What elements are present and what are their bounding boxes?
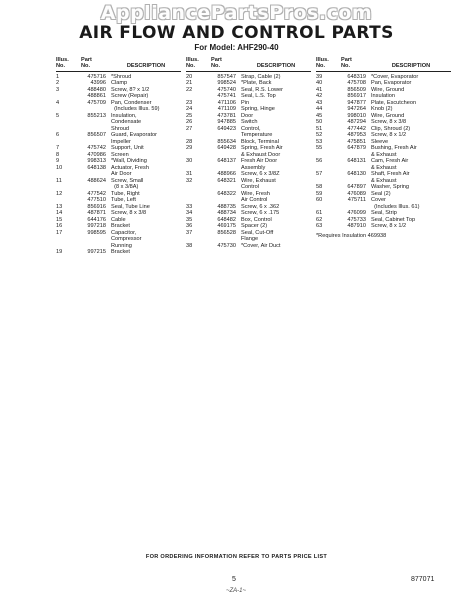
part-number: 475711 <box>347 197 366 204</box>
illus-number: 11 <box>56 177 62 184</box>
illus-number: 3 <box>56 86 60 93</box>
illus-header-line-1: Illus. <box>316 57 329 63</box>
description-header: DESCRIPTION <box>391 63 431 70</box>
part-number: 475730 <box>217 242 236 249</box>
page-number: 5 <box>232 576 236 583</box>
part-number: 648322 <box>217 190 236 197</box>
part-number: 856917 <box>347 93 366 100</box>
illus-number: 1 <box>56 73 60 80</box>
part-description: Actuator, Fresh <box>111 164 149 171</box>
part-description: *Cover, Evaporator <box>371 73 419 80</box>
illus-header-line-1: Illus. <box>56 57 69 63</box>
illus-number: 4 <box>56 99 60 106</box>
parts-column-3 <box>316 57 451 239</box>
part-number: 998313 <box>87 158 106 165</box>
part-number: 648131 <box>347 158 366 165</box>
part-description: Flange <box>241 236 259 243</box>
part-description: Seal, Strip <box>371 210 397 217</box>
part-number: 648321 <box>217 177 236 184</box>
part-number: 475716 <box>87 73 106 80</box>
part-number: 469175 <box>217 223 236 230</box>
part-description: Bracket <box>111 249 130 256</box>
handwritten-mark: ~ZA-1~ <box>226 588 247 594</box>
illus-number: 58 <box>316 184 323 191</box>
illus-number: 39 <box>316 73 323 80</box>
part-number: 488861 <box>87 93 106 100</box>
illus-number: 6 <box>56 132 60 139</box>
part-description: Box, Control <box>241 216 272 223</box>
part-number: 647897 <box>347 184 366 191</box>
part-description: Seal, L.S. Top <box>241 93 276 100</box>
part-description: Pan, Condenser <box>111 99 152 106</box>
illus-number: 55 <box>316 145 323 152</box>
part-description: Insulation, <box>111 112 137 119</box>
part-header-line-2: No. <box>81 63 91 70</box>
part-number: 475741 <box>217 93 236 100</box>
part-number: 947885 <box>217 119 236 126</box>
illus-number: 19 <box>56 249 63 256</box>
part-number: 649428 <box>217 145 236 152</box>
part-number: 471106 <box>217 99 236 106</box>
illus-number: 17 <box>56 229 63 236</box>
part-number: 487953 <box>347 132 366 139</box>
part-number: 475740 <box>217 86 236 93</box>
illus-number: 61 <box>316 210 323 217</box>
part-number: 43996 <box>90 80 106 87</box>
part-description: Temperature <box>241 132 273 139</box>
part-description: Screw, 6 x .362 <box>241 203 280 210</box>
part-description: Seal, Cabinet Top <box>371 216 416 223</box>
part-description: Seal, Cut-Off <box>241 229 274 236</box>
illus-number: 16 <box>56 223 63 230</box>
illus-number: 29 <box>186 145 193 152</box>
part-description: Screw (Repair) <box>111 93 149 100</box>
part-description: *Plate, Back <box>241 80 272 87</box>
part-description: Wire, Ground <box>371 86 405 93</box>
part-no-header <box>81 57 111 70</box>
part-number: 856528 <box>217 229 236 236</box>
illus-number: 10 <box>56 164 63 171</box>
part-description: Sleeve <box>371 138 389 145</box>
illus-number: 37 <box>186 229 193 236</box>
part-description: Plate, Escutcheon <box>371 99 417 106</box>
part-description: Clamp <box>111 80 128 87</box>
part-description: Screw, 6 x 3/8Z <box>241 171 280 178</box>
part-description: Cable <box>111 216 126 223</box>
part-description: Knob (2) <box>371 106 393 113</box>
part-number: 947877 <box>347 99 366 106</box>
part-description: Strap, Cable (2) <box>241 73 281 80</box>
illus-number: 34 <box>186 210 193 217</box>
illus-number: 60 <box>316 197 323 204</box>
illus-number: 62 <box>316 216 323 223</box>
illus-number: 32 <box>186 177 193 184</box>
part-description: Spacer (2) <box>241 223 268 230</box>
part-description: Spring, Hinge <box>241 106 275 113</box>
illus-number: 51 <box>316 125 323 132</box>
watermark: AppliancePartsPros.com <box>100 2 373 24</box>
part-number: 471109 <box>217 106 236 113</box>
part-no-header <box>341 57 371 70</box>
part-number: 648138 <box>87 164 106 171</box>
part-number: 855213 <box>87 112 106 119</box>
part-number: 649423 <box>217 125 236 132</box>
insulation-note: *Requires Insulation 469938 <box>316 232 387 239</box>
part-number: 476089 <box>347 190 366 197</box>
part-description: Bushing, Fresh Air <box>371 145 417 152</box>
part-description: Screw, Small <box>111 177 144 184</box>
illus-number: 27 <box>186 125 193 132</box>
part-number: 475708 <box>347 80 366 87</box>
parts-column-2 <box>186 57 311 249</box>
illus-number: 50 <box>316 119 323 126</box>
part-number: 475733 <box>347 216 366 223</box>
illus-number: 35 <box>186 216 193 223</box>
part-number: 648319 <box>347 73 366 80</box>
illus-no-header <box>186 57 211 70</box>
part-description: Seal (2) <box>371 190 391 197</box>
illus-number: 5 <box>56 112 60 119</box>
part-description: Pan, Evaporator <box>371 80 412 87</box>
illus-number: 21 <box>186 80 193 87</box>
illus-number: 24 <box>186 106 193 113</box>
illus-number: 13 <box>56 203 63 210</box>
illus-number: 7 <box>56 145 60 152</box>
part-description: (Includes Illus. 61) <box>371 203 420 210</box>
part-header-line-1: Part <box>81 57 92 63</box>
part-number: 488480 <box>87 86 106 93</box>
part-header-line-1: Part <box>211 57 222 63</box>
part-description: Capacitor, <box>111 229 137 236</box>
part-description: Shroud <box>111 125 130 132</box>
part-description: Cam, Fresh Air <box>371 158 409 165</box>
part-header-line-2: No. <box>211 63 221 70</box>
parts-row <box>316 223 451 230</box>
part-number: 647879 <box>347 145 366 152</box>
part-number: 488966 <box>217 171 236 178</box>
illus-number: 30 <box>186 158 193 165</box>
illus-no-header <box>316 57 341 70</box>
part-description: Insulation <box>371 93 395 100</box>
part-description: Screw, 8 x 3/8 <box>371 119 407 126</box>
illus-number: 14 <box>56 210 63 217</box>
illus-header-line-1: Illus. <box>186 57 199 63</box>
part-number: 475709 <box>87 99 106 106</box>
illus-number: 33 <box>186 203 193 210</box>
illus-header-line-2: No. <box>56 63 66 70</box>
illus-number: 59 <box>316 190 323 197</box>
part-description: & Exhaust <box>371 151 397 158</box>
part-description: & Exhaust <box>371 164 397 171</box>
illus-number: 53 <box>316 138 323 145</box>
part-description: Screw, 8 x 3/8 <box>111 210 147 217</box>
part-description: Condensate <box>111 119 142 126</box>
part-description: Screw, 6 x .175 <box>241 210 280 217</box>
illus-number: 52 <box>316 132 323 139</box>
part-description: Pin <box>241 99 250 106</box>
illus-number: 43 <box>316 99 323 106</box>
part-description: Spring, Fresh Air <box>241 145 283 152</box>
part-description: Door <box>241 112 254 119</box>
part-number: 477510 <box>87 197 106 204</box>
illus-number: 23 <box>186 99 193 106</box>
part-number: 470986 <box>87 151 106 158</box>
illus-no-header <box>56 57 81 70</box>
part-number: 856916 <box>87 203 106 210</box>
part-number: 648482 <box>217 216 236 223</box>
illus-number: 26 <box>186 119 193 126</box>
part-description: Screw, 8 x 1/2 <box>371 223 407 230</box>
part-description: Shaft, Fresh Air <box>371 171 410 178</box>
part-number: 644176 <box>87 216 106 223</box>
part-number: 475851 <box>347 138 366 145</box>
part-description: Wire, Ground <box>371 112 405 119</box>
part-description: Air Control <box>241 197 268 204</box>
illus-number: 44 <box>316 106 323 113</box>
part-description: & Exhaust <box>371 177 397 184</box>
column-header <box>186 57 311 72</box>
part-number: 473781 <box>217 112 236 119</box>
part-number: 998524 <box>217 80 236 87</box>
part-description: Control, <box>241 125 261 132</box>
illus-number: 31 <box>186 171 193 178</box>
part-description: Compressor <box>111 236 142 243</box>
part-description: *Cover, Air Duct <box>241 242 281 249</box>
part-description: Tube, Left <box>111 197 136 204</box>
part-header-line-1: Part <box>341 57 352 63</box>
illus-number: 25 <box>186 112 193 119</box>
part-description: Tube, Right <box>111 190 140 197</box>
part-no-header <box>211 57 241 70</box>
part-description: Bracket <box>111 223 130 230</box>
part-header-line-2: No. <box>341 63 351 70</box>
illus-number: 15 <box>56 216 63 223</box>
illus-number: 38 <box>186 242 193 249</box>
illus-number: 8 <box>56 151 60 158</box>
part-number: 487294 <box>347 119 366 126</box>
part-description: Wire, Exhaust <box>241 177 276 184</box>
part-number: 477542 <box>87 190 106 197</box>
illus-number: 12 <box>56 190 63 197</box>
part-description: Washer, Spring <box>371 184 410 191</box>
parts-row <box>186 243 311 250</box>
part-description: Fresh Air Door <box>241 158 278 165</box>
part-description: Air Door <box>111 171 132 178</box>
part-number: 475742 <box>87 145 106 152</box>
part-description: *Shroud <box>111 73 132 80</box>
part-description: Assembly <box>241 164 266 171</box>
illus-number: 57 <box>316 171 323 178</box>
illus-number: 20 <box>186 73 193 80</box>
part-number: 998010 <box>347 112 366 119</box>
part-number: 997215 <box>87 249 106 256</box>
part-number: 648137 <box>217 158 236 165</box>
part-number: 857547 <box>217 73 236 80</box>
part-number: 487871 <box>87 210 106 217</box>
part-description: Screw, 8 x 1/2 <box>371 132 407 139</box>
part-description: Screw, 8? x 1/2 <box>111 86 150 93</box>
part-number: 997218 <box>87 223 106 230</box>
model-subtitle: For Model: AHF290-40 <box>194 43 279 52</box>
part-number: 648130 <box>347 171 366 178</box>
illus-number: 42 <box>316 93 323 100</box>
description-header: DESCRIPTION <box>256 63 296 70</box>
parts-row <box>56 249 181 256</box>
illus-number: 2 <box>56 80 60 87</box>
illus-number: 56 <box>316 158 323 165</box>
part-description: Seal, R.S. Lower <box>241 86 283 93</box>
part-description: Cover <box>371 197 386 204</box>
part-number: 998595 <box>87 229 106 236</box>
part-number: 855634 <box>217 138 236 145</box>
part-description: (8 x 3/8A) <box>111 184 139 191</box>
description-header: DESCRIPTION <box>126 63 166 70</box>
part-description: Guard, Evaporator <box>111 132 158 139</box>
ordering-footer: FOR ORDERING INFORMATION REFER TO PARTS PRICE LIST <box>145 554 328 560</box>
part-number: 477442 <box>347 125 366 132</box>
illus-number: 41 <box>316 86 323 93</box>
part-description: *Wall, Dividing <box>111 158 147 165</box>
part-description: & Exhaust Door <box>241 151 281 158</box>
part-number: 856507 <box>87 132 106 139</box>
part-number: 487910 <box>347 223 366 230</box>
part-number: 476099 <box>347 210 366 217</box>
part-description: Support, Unit <box>111 145 144 152</box>
part-number: 856509 <box>347 86 366 93</box>
part-number: 488624 <box>87 177 106 184</box>
part-description: Control <box>241 184 260 191</box>
illus-number: 22 <box>186 86 193 93</box>
part-description: Wire, Fresh <box>241 190 270 197</box>
illus-header-line-2: No. <box>186 63 196 70</box>
part-description: Switch <box>241 119 258 126</box>
page-title: AIR FLOW AND CONTROL PARTS <box>79 23 394 43</box>
column-header <box>56 57 181 72</box>
parts-column-1 <box>56 57 181 256</box>
part-description: Block, Terminal <box>241 138 279 145</box>
part-description: Clip, Shroud (2) <box>371 125 411 132</box>
part-description: (Includes Illus. 59) <box>111 106 160 113</box>
illus-number: 45 <box>316 112 323 119</box>
illus-number: 40 <box>316 80 323 87</box>
part-description: Seal, Tube Line <box>111 203 150 210</box>
illus-number: 28 <box>186 138 193 145</box>
part-description: Screen <box>111 151 129 158</box>
part-description: Impeller <box>111 138 131 145</box>
illus-number: 36 <box>186 223 193 230</box>
column-header <box>316 57 451 72</box>
illus-number: 63 <box>316 223 323 230</box>
part-number: 947264 <box>347 106 366 113</box>
part-number: 488734 <box>217 210 236 217</box>
part-number: 488735 <box>217 203 236 210</box>
illus-number: 9 <box>56 158 60 165</box>
part-description: Running <box>111 242 132 249</box>
illus-header-line-2: No. <box>316 63 326 70</box>
document-code: 877071 <box>411 576 435 583</box>
